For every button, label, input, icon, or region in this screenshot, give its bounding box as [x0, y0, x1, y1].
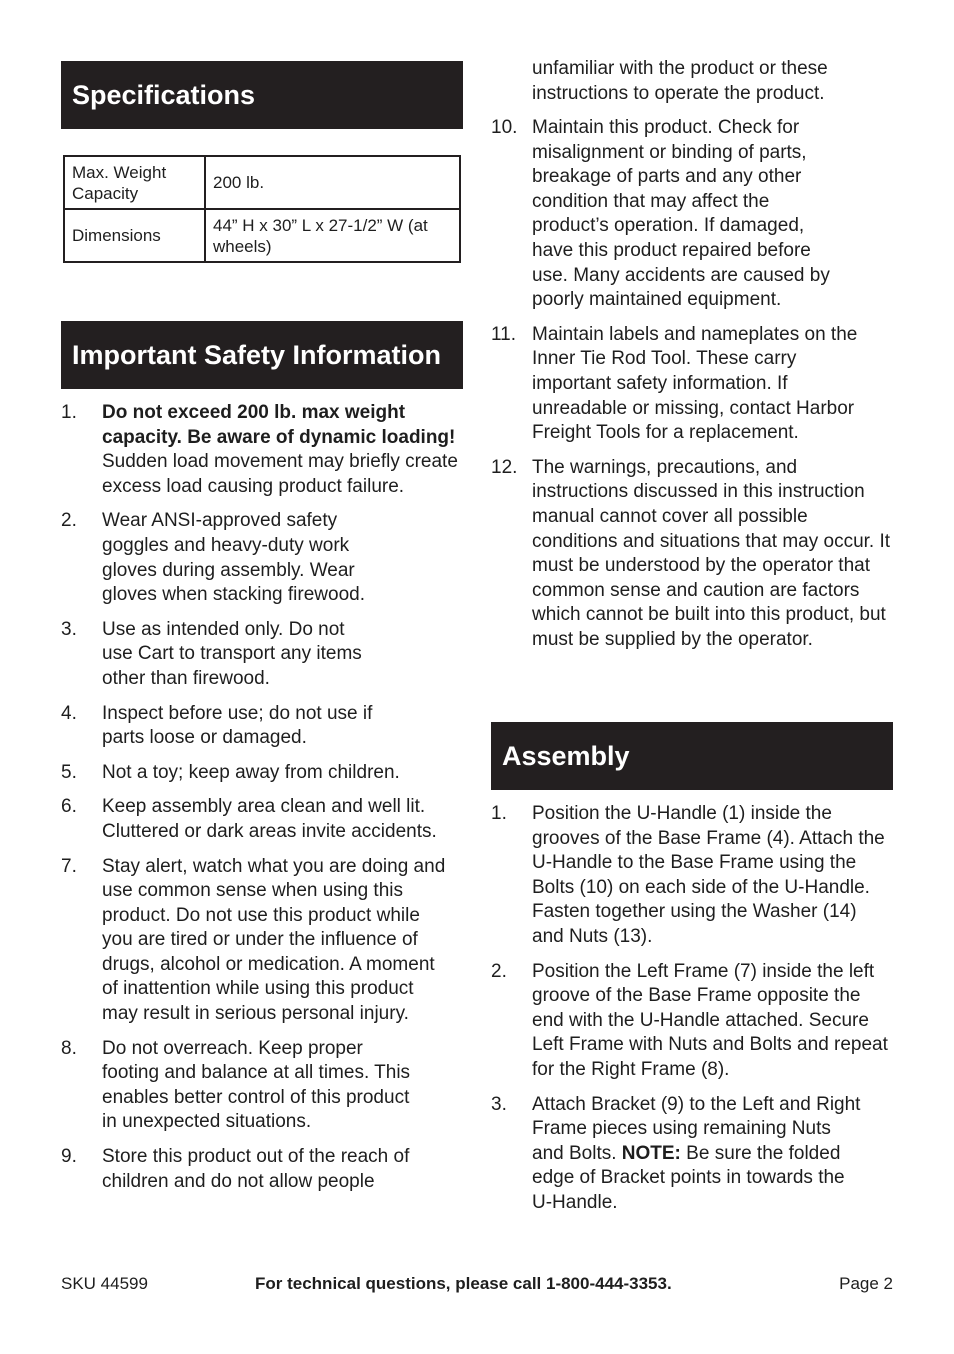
- item-text: Position the U-Handle (1) inside the grooves of the Base Frame (4). Attach the U-Handle to the Base Frame using the Bolts (10) on each side of the U-Handle. Fasten together using the Washer (14) and Nuts (13).: [532, 803, 885, 947]
- table-row: [64, 209, 460, 262]
- item-text: Position the Left Frame (7) inside the left groove of the Base Frame opposite the end with the U-Handle attached. Secure Left Frame with Nuts and Bolts and repeat for the Right Frame (8).: [532, 960, 888, 1080]
- item-text: Use as intended only. Do not use Cart to transport any items other than firewood.: [102, 618, 362, 689]
- item-text: Not a toy; keep away from children.: [102, 761, 400, 783]
- list-item: [61, 702, 466, 751]
- item-text: Keep assembly area clean and well lit. Cluttered or dark areas invite accidents.: [102, 796, 437, 842]
- list-item: [491, 323, 893, 446]
- assembly-header: [491, 722, 893, 790]
- item-text: Inspect before use; do not use if parts loose or damaged.: [102, 702, 373, 749]
- list-item: [61, 1037, 466, 1135]
- list-item: [491, 456, 893, 653]
- footer-page-number: Page 2: [839, 1274, 893, 1293]
- item-number: 7.: [61, 855, 77, 877]
- footer-sku: SKU 44599: [61, 1274, 148, 1293]
- list-item: [61, 618, 466, 692]
- item-text: Attach Bracket (9) to the Left and Right Frame pieces using remaining Nuts and Bolts.: [532, 1093, 861, 1164]
- list-item: [491, 802, 893, 950]
- specifications-table: [63, 155, 461, 263]
- safety-header: [61, 321, 463, 389]
- item-text: Do not overreach. Keep proper footing and balance at all times. This enables better control of this product in unexpected situations.: [102, 1037, 411, 1133]
- item-number: 4.: [61, 702, 77, 724]
- specifications-header: [61, 61, 463, 129]
- item-number: 2.: [61, 510, 77, 532]
- assembly-title: Assembly: [502, 741, 630, 771]
- safety-title: Important Safety Information: [72, 340, 442, 370]
- item-number: 3.: [61, 618, 77, 640]
- item-text: Sudden load movement may briefly create excess load causing product failure.: [102, 451, 458, 497]
- item-number: 12.: [491, 456, 518, 478]
- list-item: [61, 761, 466, 786]
- item-number: 11.: [491, 323, 517, 345]
- item-text: Be sure the folded edge of Bracket points in towards the U-Handle.: [532, 1142, 845, 1213]
- item-text: Maintain this product. Check for misalignment or binding of parts, breakage of parts and any other condition that may affect the product’s operation. If damaged, have this product repaired before use. Many accidents are caused by poorly maintained equipment.: [532, 117, 830, 311]
- item-number: 9.: [61, 1146, 77, 1168]
- list-item: [491, 1093, 893, 1216]
- item-number: 6.: [61, 796, 77, 818]
- note-label: NOTE:: [621, 1142, 681, 1164]
- specifications-title: Specifications: [72, 80, 256, 110]
- spec-label: Max. Weight Capacity: [64, 156, 205, 209]
- item-text: Maintain labels and nameplates on the Inner Tie Rod Tool. These carry important safety information. If unreadable or missing, contact Harbor Freight Tools for a replacement.: [532, 323, 858, 444]
- item-text: The warnings, precautions, and instructions discussed in this instruction manual cannot cover all possible conditions and situations that may occur. It must be understood by the operator that common sense and caution are factors which cannot be built into this product, but must be supplied by the operator.: [532, 456, 891, 650]
- item-bold-text: Do not exceed 200 lb. max weight capacity. Be aware of dynamic loading!: [102, 402, 456, 448]
- item-number: 1.: [491, 803, 507, 824]
- item-number: 5.: [61, 761, 77, 783]
- assembly-list: [491, 802, 893, 1226]
- table-row: [64, 156, 460, 209]
- item-number: 2.: [491, 960, 507, 982]
- list-item: [61, 401, 466, 499]
- spec-value: 44” H x 30” L x 27-1/2” W (at wheels): [205, 209, 460, 262]
- item-number: 8.: [61, 1037, 77, 1059]
- item-text: Wear ANSI-approved safety goggles and heavy-duty work gloves during assembly. Wear gloves when stacking firewood.: [102, 510, 365, 606]
- safety-list: [61, 401, 466, 1204]
- list-item: [61, 855, 466, 1027]
- spec-label: Dimensions: [64, 209, 205, 262]
- list-item: [61, 795, 466, 844]
- item-number: 1.: [61, 402, 77, 423]
- spec-value: 200 lb.: [205, 156, 460, 209]
- footer-tech-support: For technical questions, please call 1-800-444-3353.: [255, 1274, 672, 1293]
- item-9-continued: unfamiliar with the product or these instructions to operate the product.: [532, 58, 828, 104]
- item-text: Stay alert, watch what you are doing and use common sense when using this product. Do not use this product while you are tired or under the influence of drugs, alcohol or medication. A moment of inattention while using this product may result in serious personal injury.: [102, 855, 446, 1025]
- list-item: [61, 1145, 466, 1194]
- safety-list-continued: [491, 116, 893, 662]
- item-number: 10.: [491, 117, 518, 138]
- list-item: [61, 509, 466, 607]
- item-text: Store this product out of the reach of children and do not allow people: [102, 1146, 410, 1192]
- item-number: 3.: [491, 1093, 507, 1115]
- list-item: [491, 116, 893, 313]
- list-item: [491, 960, 893, 1083]
